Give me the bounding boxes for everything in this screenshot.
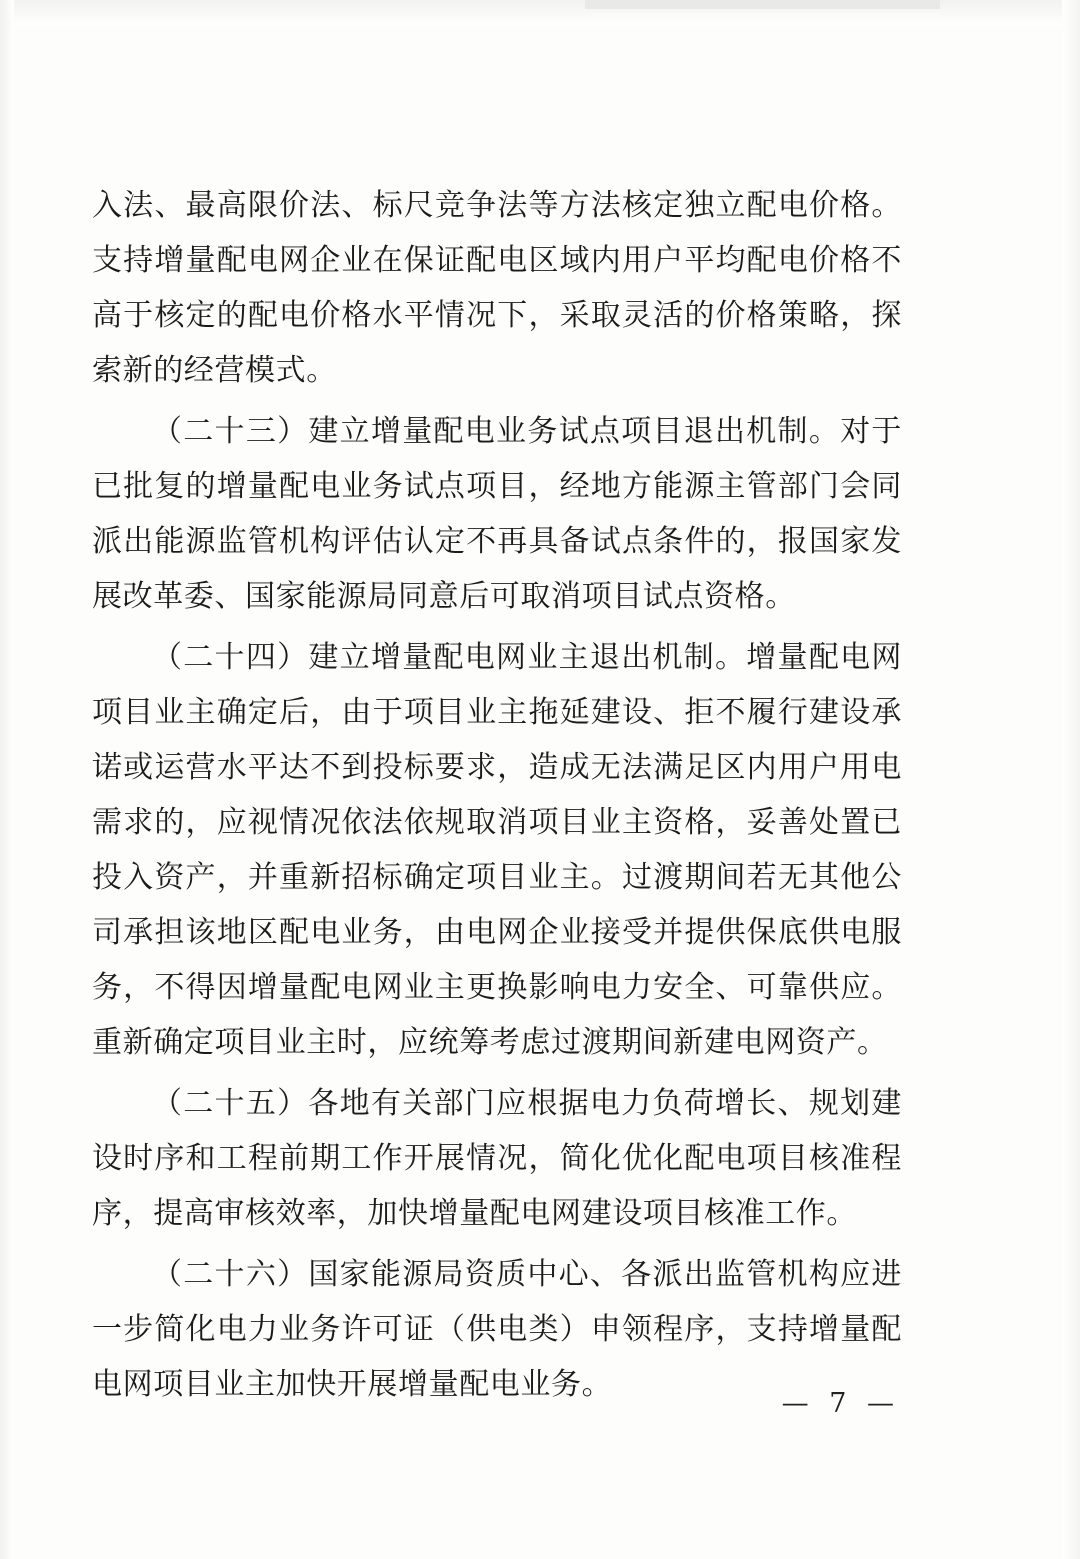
scan-edge-notch [585, 0, 940, 9]
paragraph-item-26: （二十六）国家能源局资质中心、各派出监管机构应进一步简化电力业务许可证（供电类）申领程序，支持增量配电网项目业主加快开展增量配电业务。 [92, 1257, 902, 1402]
scan-edge-left [0, 0, 14, 1559]
paragraph-item-23: （二十三）建立增量配电业务试点项目退出机制。对于已批复的增量配电业务试点项目，经地方能源主管部门会同派出能源监管机构评估认定不再具备试点条件的，报国家发展改革委、国家能源局同意后可取消项目试点资格。 [92, 414, 902, 614]
paragraph-continued: 入法、最高限价法、标尺竞争法等方法核定独立配电价格。支持增量配电网企业在保证配电区域内用户平均配电价格不高于核定的配电价格水平情况下，采取灵活的价格策略，探索新的经营模式。 [92, 188, 902, 388]
page-number: — 7 — [781, 1388, 900, 1419]
document-body [92, 178, 902, 1418]
paragraph-item-24: （二十四）建立增量配电网业主退出机制。增量配电网项目业主确定后，由于项目业主拖延建设、拒不履行建设承诺或运营水平达不到投标要求，造成无法满足区内用户用电需求的，应视情况依法依规取消项目业主资格，妥善处置已投入资产，并重新招标确定项目业主。过渡期间若无其他公司承担该地区配电业务，由电网企业接受并提供保底供电服务，不得因增量配电网业主更换影响电力安全、可靠供应。重新确定项目业主时，应统筹考虑过渡期间新建电网资产。 [92, 640, 902, 1060]
paragraph-item-25: （二十五）各地有关部门应根据电力负荷增长、规划建设时序和工程前期工作开展情况，简化优化配电项目核准程序，提高审核效率，加快增量配电网建设项目核准工作。 [92, 1086, 902, 1231]
scan-edge-right [1062, 0, 1080, 1559]
